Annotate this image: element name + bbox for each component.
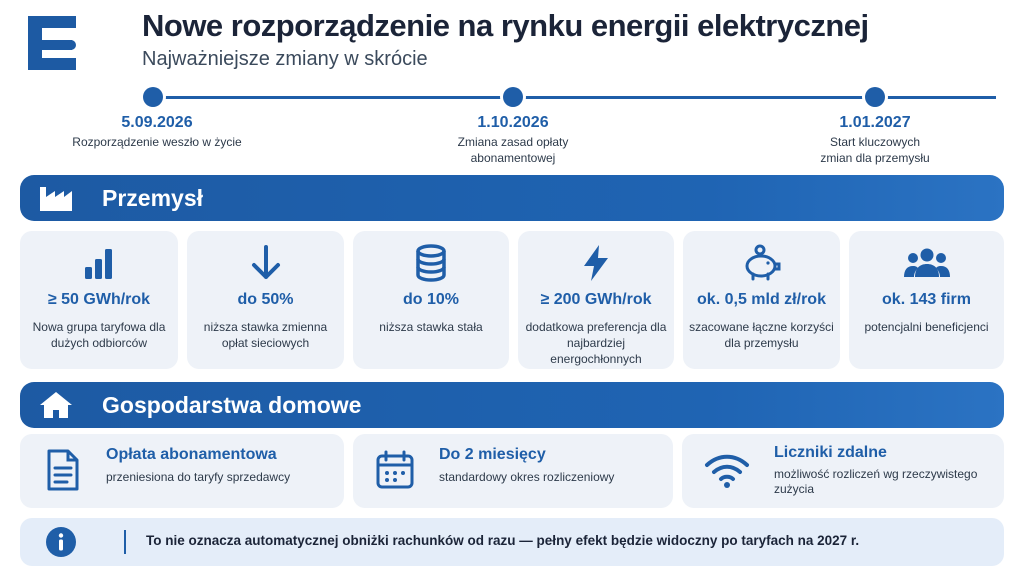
timeline-item [403, 114, 623, 166]
household-card [682, 434, 1004, 508]
card-value: do 10% [402, 291, 459, 308]
card-desc: przeniesiona do taryfy sprzedawcy [106, 470, 291, 484]
household-card [353, 434, 673, 508]
card-value: ok. 0,5 mld zł/rok [697, 291, 826, 308]
note-separator [124, 530, 126, 554]
household-card [20, 434, 344, 508]
document-icon [40, 448, 84, 492]
house-icon [38, 390, 74, 420]
card-title: Do 2 miesięcy [439, 446, 546, 463]
card-desc: niższa stawka zmienna opłat sieciowych [203, 320, 328, 350]
card-desc: szacowane łączne korzyści dla przemysłu [689, 320, 834, 350]
card-desc: Nowa grupa taryfowa dla dużych odbiorców [32, 320, 166, 350]
timeline-desc: Rozporządzenie weszło w życie [72, 135, 242, 149]
timeline-item [765, 114, 985, 166]
card-title: Opłata abonamentowa [106, 446, 277, 463]
timeline-date: 5.09.2026 [121, 114, 193, 131]
wifi-icon [702, 448, 752, 492]
users-icon [903, 243, 951, 283]
card-value: ≥ 50 GWh/rok [47, 291, 151, 308]
industry-card [20, 231, 178, 369]
industry-card [187, 231, 344, 369]
factory-icon [38, 183, 74, 213]
industry-card [353, 231, 509, 369]
section-title: Gospodarstwa domowe [102, 392, 362, 418]
timeline-desc: Start kluczowych zmian dla przemysłu [820, 135, 930, 165]
timeline [0, 84, 1024, 164]
industry-card [518, 231, 674, 369]
card-desc: możliwość rozliczeń wg rzeczywistego zużycia [774, 467, 978, 496]
timeline-date: 1.10.2026 [477, 114, 549, 131]
card-title: Liczniki zdalne [774, 444, 887, 461]
calendar-icon [373, 448, 417, 492]
timeline-dot [865, 87, 885, 107]
info-icon [46, 527, 76, 557]
brand-logo-icon [20, 10, 80, 76]
card-value: ok. 143 firm [882, 291, 971, 308]
info-note [20, 518, 1004, 566]
section-header-industry [20, 175, 1004, 221]
card-desc: potencjalni beneficjenci [864, 320, 989, 334]
card-desc: standardowy okres rozliczeniowy [439, 470, 615, 484]
timeline-item [47, 114, 267, 150]
timeline-dot [503, 87, 523, 107]
industry-card [849, 231, 1004, 369]
bar-chart-icon [79, 243, 119, 283]
industry-card [683, 231, 840, 369]
card-value: ≥ 200 GWh/rok [540, 291, 652, 308]
note-text: To nie oznacza automatycznej obniżki rachunków od razu — pełny efekt będzie widoczny po taryfach na 2027 r. [146, 533, 860, 548]
card-desc: dodatkowa preferencja dla najbardziej energochłonnych [525, 320, 667, 366]
timeline-date: 1.01.2027 [839, 114, 911, 131]
page-title: Nowe rozporządzenie na rynku energii elektrycznej [142, 8, 869, 43]
arrow-down-icon [246, 243, 286, 283]
timeline-dot [143, 87, 163, 107]
card-value: do 50% [237, 291, 294, 308]
card-desc: niższa stawka stała [379, 320, 483, 334]
page-subtitle: Najważniejsze zmiany w skrócie [142, 48, 428, 70]
lightning-icon [576, 243, 616, 283]
timeline-desc: Zmiana zasad opłaty abonamentowej [457, 135, 569, 165]
piggy-bank-icon [742, 243, 782, 283]
section-title: Przemysł [102, 185, 204, 211]
database-icon [411, 243, 451, 283]
section-header-households [20, 382, 1004, 428]
